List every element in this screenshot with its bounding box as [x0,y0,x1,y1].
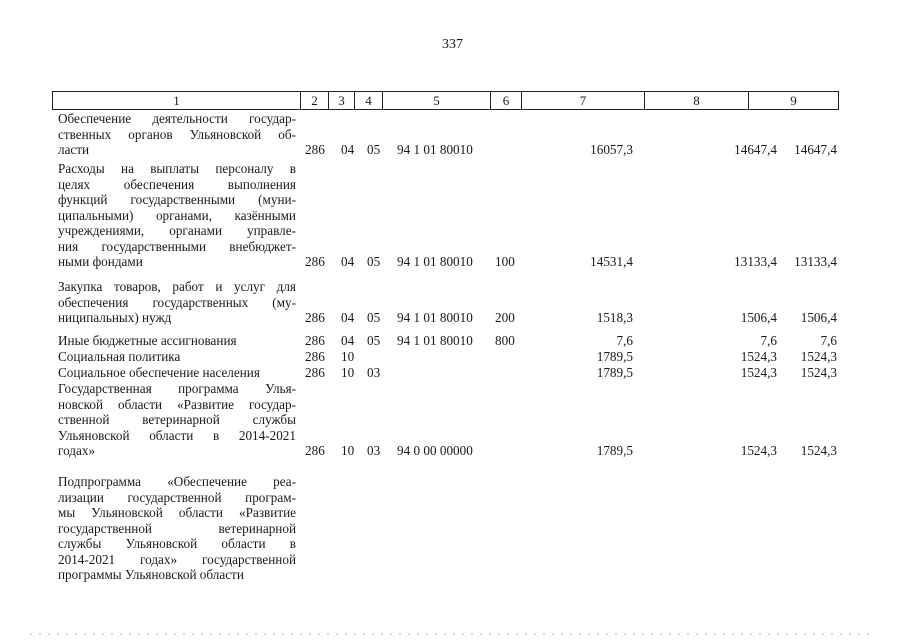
row-description [58,474,296,583]
cell-col-5: 94 0 00 00000 [397,443,473,458]
row-description [58,279,296,326]
header-cell-5: 5 [383,92,491,109]
cell-col-2: 286 [305,349,325,364]
description-line: Ульяновской области в 2014-2021 [58,427,296,443]
page-number: 337 [442,37,463,52]
cell-col-3: 10 [341,443,355,458]
cell-col-5: 94 1 01 80010 [397,310,473,325]
header-cell-2: 2 [301,92,329,109]
cell-col-4: 05 [367,333,381,348]
description-line: ния государственными внебюджет- [58,238,296,254]
cell-col-2: 286 [305,365,325,380]
cell-col-6: 200 [495,310,515,325]
cell-col-4: 05 [367,142,381,157]
cell-col-7: 1518,3 [596,310,633,325]
cell-col-7: 14531,4 [590,254,633,269]
cell-col-8: 1524,3 [740,443,777,458]
description-line: Расходы на выплаты персоналу в [58,161,296,176]
cell-col-6: 800 [495,333,515,348]
description-line: ласти [58,142,90,157]
cell-col-9: 1524,3 [800,365,837,380]
cell-col-7: 1789,5 [596,365,633,380]
cell-col-8: 1506,4 [740,310,777,325]
row-description [58,161,296,270]
description-line: лизации государственной програм- [58,489,296,505]
cell-col-8: 13133,4 [734,254,777,269]
cell-col-7: 7,6 [616,333,633,348]
cell-col-8: 14647,4 [734,142,777,157]
description-line: Иные бюджетные ассигнования [58,333,237,348]
description-line: 2014-2021 годах» государственной [58,551,296,567]
description-line: годах» [58,443,96,458]
header-cell-4: 4 [355,92,383,109]
cell-col-3: 10 [341,365,355,380]
cell-col-4: 03 [367,365,381,380]
cell-col-4: 05 [367,254,381,269]
cell-col-7: 1789,5 [596,349,633,364]
cell-col-3: 10 [341,349,355,364]
cell-col-2: 286 [305,333,325,348]
cell-col-7: 1789,5 [596,443,633,458]
description-line: мы Ульяновской области «Развитие [58,505,296,520]
description-line: ниципальных) нужд [58,310,172,325]
cell-col-5: 94 1 01 80010 [397,254,473,269]
cell-col-8: 7,6 [760,333,777,348]
header-cell-6: 6 [491,92,522,109]
cell-col-2: 286 [305,443,325,458]
description-line: ственных органов Ульяновской об- [58,126,296,142]
cell-col-4: 03 [367,443,381,458]
description-line: ственной ветеринарной службы [58,412,296,427]
description-line: программы Ульяновской области [58,567,244,582]
cell-col-2: 286 [305,254,325,269]
description-line: обеспечения государственных (му- [58,294,296,310]
cell-col-2: 286 [305,142,325,157]
cell-col-8: 1524,3 [740,365,777,380]
header-cell-3: 3 [329,92,355,109]
description-line: государственной ветеринарной [58,520,296,536]
row-description [58,333,296,349]
table-header [52,91,839,110]
cell-col-9: 14647,4 [794,142,837,157]
scan-noise [30,633,870,635]
cell-col-2: 286 [305,310,325,325]
row-description [58,111,296,158]
cell-col-5: 94 1 01 80010 [397,333,473,348]
description-line: учреждениями, органами управле- [58,223,296,238]
description-line: целях обеспечения выполнения [58,176,296,192]
cell-col-8: 1524,3 [740,349,777,364]
cell-col-9: 7,6 [820,333,837,348]
cell-col-3: 04 [341,142,355,157]
cell-col-6: 100 [495,254,515,269]
header-cell-8: 8 [645,92,749,109]
cell-col-3: 04 [341,254,355,269]
cell-col-5: 94 1 01 80010 [397,142,473,157]
cell-col-9: 13133,4 [794,254,837,269]
description-line: Обеспечение деятельности государ- [58,111,296,126]
description-line: Государственная программа Улья- [58,381,296,396]
description-line: новской области «Развитие государ- [58,396,296,412]
cell-col-9: 1524,3 [800,443,837,458]
description-line: службы Ульяновской области в [58,536,296,551]
header-cell-9: 9 [790,93,797,108]
description-line: ципальными) органами, казёнными [58,207,296,223]
description-line: функций государственными (муни- [58,192,296,207]
row-description [58,381,296,459]
description-line: Закупка товаров, работ и услуг для [58,279,296,294]
cell-col-9: 1506,4 [800,310,837,325]
header-cell-1: 1 [53,92,301,109]
header-cell-7: 7 [522,92,645,109]
row-description [58,349,296,365]
cell-col-3: 04 [341,333,355,348]
description-line: Подпрограмма «Обеспечение реа- [58,474,296,489]
cell-col-4: 05 [367,310,381,325]
cell-col-3: 04 [341,310,355,325]
description-line: Социальная политика [58,349,181,364]
row-description [58,365,296,381]
description-line: Социальное обеспечение населения [58,365,260,380]
description-line: ными фондами [58,254,143,269]
cell-col-9: 1524,3 [800,349,837,364]
cell-col-7: 16057,3 [590,142,633,157]
